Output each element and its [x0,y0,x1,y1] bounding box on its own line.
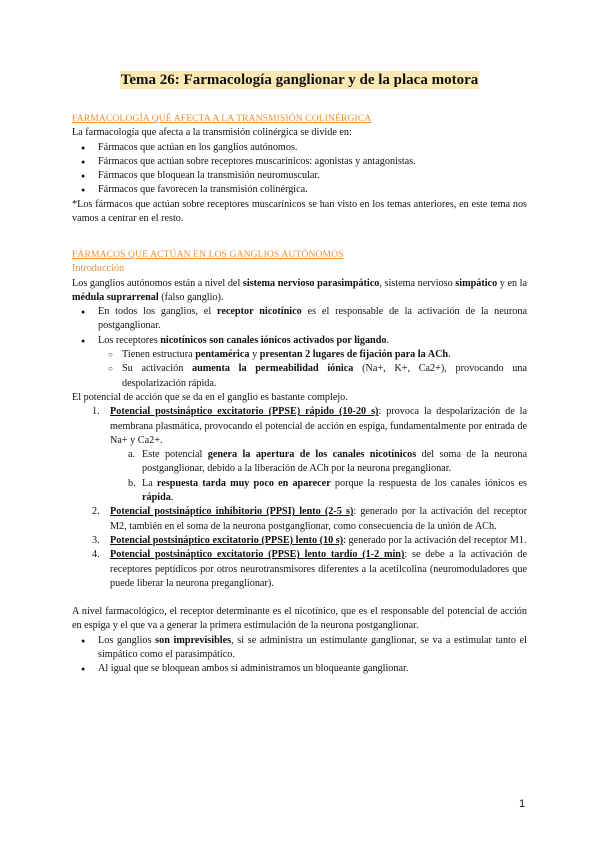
numbered-item: 3. Potencial postsináptico excitatorio (PPSE) lento (10 s): generado por la activación del receptor M1. [92,534,527,546]
paragraph-2: El potencial de acción que se da en el ganglio es bastante complejo. [72,391,348,403]
subsection-heading: Introducción [72,263,125,275]
note-text: *Los fármacos que actúan sobre receptores muscarínicos se han visto en los temas anteriores, en este tema nos vamos a centrar en el resto. [72,198,527,225]
section-heading: FÁRMACOS QUE ACTÚAN EN LOS GANGLIOS AUTÓNOMOS [72,249,344,260]
list-item: ● Los receptores nicotínicos son canales iónicos activados por ligando. [72,334,527,348]
paragraph-3: A nivel farmacológico, el receptor determinante es el nicotínico, que es el responsable del potencial de acción en espiga y el que va a generar la primera estimulación de la neurona postganglionar. [72,606,527,632]
numbered-item: 2. Potencial postsináptico inhibitorio (PPSI) lento (2-5 s): generado por la activación del receptor M2, también en el soma de la neurona postganglionar, como consecuencia de la unión de ACh. [92,506,527,532]
list-item: ● Fármacos que actúan en los ganglios autónomos. [72,141,527,155]
list-item: ● Fármacos que favorecen la transmisión colinérgica. [72,183,527,197]
lettered-item: b. La respuesta tarda muy poco en aparecer porque la respuesta de los canales iónicos es rápida. [128,477,527,504]
section-ganglios [72,248,527,677]
list-item: ● Fármacos que bloquean la transmisión neuromuscular. [72,169,527,183]
sub-list-item: ○ Tienen estructura pentamérica y presentan 2 lugares de fijación para la ACh. [72,348,527,362]
intro-text: La farmacología que afecta a la transmisión colinérgica se divide en: [72,127,352,139]
section-colinergica [72,112,527,226]
document-title: Tema 26: Farmacología ganglionar y de la placa motora [120,72,479,88]
paragraph-1: Los ganglios autónomos están a nivel del sistema nervioso parasimpático, sistema nervioso simpático y en la médula suprarrenal (falso ganglio). [72,277,527,303]
section-heading: FARMACOLOGÍA QUÉ AFECTA A LA TRANSMISIÓN COLINÉRGICA [72,113,372,124]
numbered-item: 4. Potencial postsináptico excitatorio (PPSE) lento tardío (1-2 min): se debe a la activación de receptores peptídicos por otros neurotransmisores diferentes a la acetilcolina (neuromoduladores que puede liberar la neurona preganglionar). [92,549,527,589]
sub-list-item: ○ Su activación aumenta la permeabilidad iónica (Na+, K+, Ca2+), provocando una despolarización rápida. [72,362,527,391]
numbered-item: 1. Potencial postsináptico excitatorio (PPSE) rápido (10-20 s): provoca la despolarización de la membrana plasmática, provocando el potencial de acción en espiga, fundamentalmente por entrada de Na+ y Ca2+. [92,406,527,446]
list-item: ● Los ganglios son imprevisibles, si se administra un estimulante ganglionar, se va a estimular tanto el simpático como el parasimpático. [72,634,527,663]
list-item: ● Fármacos que actúan sobre receptores muscarínicos: agonistas y antagonistas. [72,155,527,169]
list-item: ● En todos los ganglios, el receptor nicotínico es el responsable de la activación de la neurona postganglionar. [72,305,527,334]
lettered-item: a. Este potencial genera la apertura de los canales nicotínicos del soma de la neurona postganglionar, debido a la liberación de ACh por la neurona preganglionar. [128,449,527,475]
list-item: ● Al igual que se bloquean ambos si administramos un bloqueante ganglionar. [72,662,527,676]
page-number: 1 [519,798,526,810]
